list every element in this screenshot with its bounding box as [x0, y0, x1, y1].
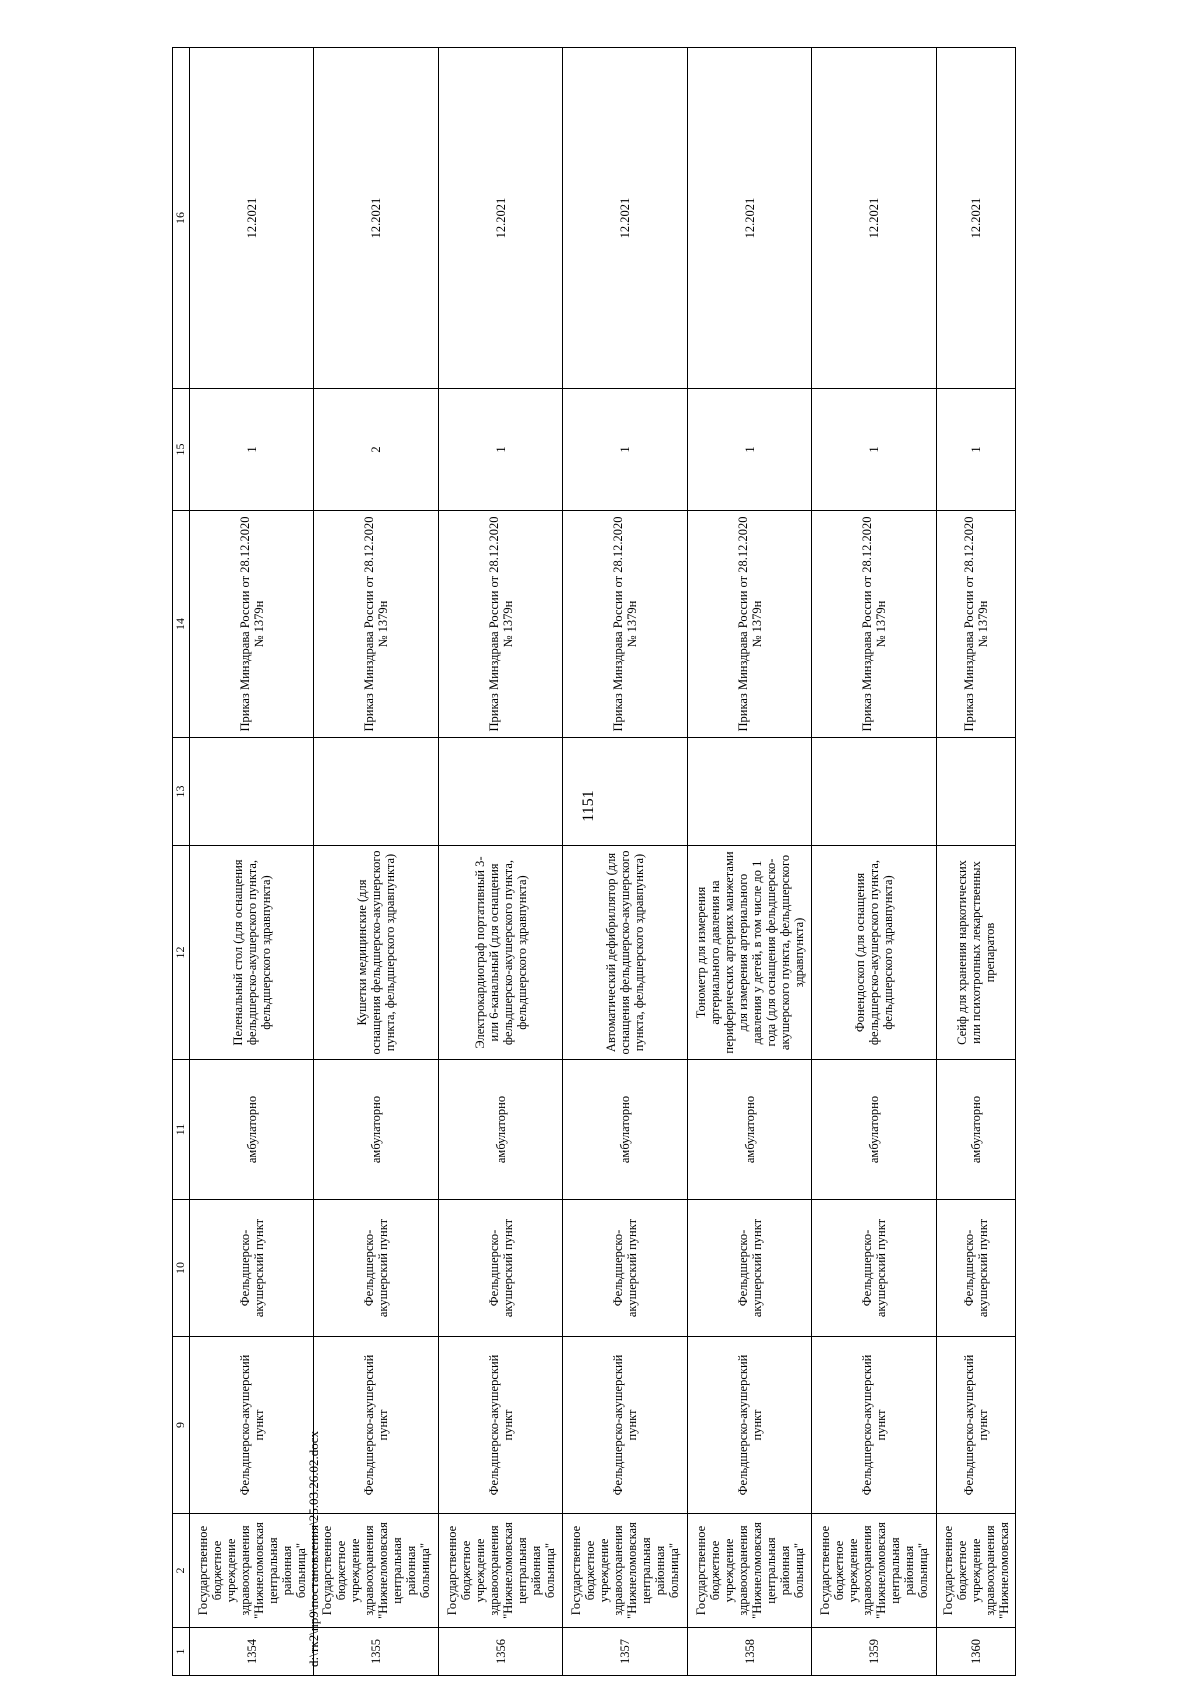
empty-cell [314, 738, 438, 846]
empty-cell [812, 738, 936, 846]
table-row [438, 48, 562, 1676]
header-cell: 2 [173, 1514, 190, 1628]
equipment-name-cell: Кушетки медицинские (для оснащения фельдшерско-акушерского пункта, фельдшерского здравпункта) [314, 846, 438, 1060]
row-number-cell: 1358 [687, 1628, 811, 1676]
table-row [314, 48, 438, 1676]
empty-cell [563, 738, 687, 846]
equipment-name-cell: Пеленальный стол (для оснащения фельдшерско-акушерского пункта, фельдшерского здравпункта) [190, 846, 314, 1060]
quantity-cell: 1 [563, 389, 687, 511]
institution-cell: Государственное бюджетное учреждение здравоохранения "Нижнеломовская центральная районная больница" [314, 1514, 438, 1628]
equipment-name-cell: Тонометр для измерения артериального давления на периферических артериях манжетами для измерения артериального давления у детей, в том числе до 1 года (для оснащения фельдшерско-акушерского пункта, фельдшерского здравпункта) [687, 846, 811, 1060]
unit-type-cell: Фельдшерско-акушерский пункт [314, 1200, 438, 1337]
table-row [936, 48, 1015, 1676]
subdivision-cell: Фельдшерско-акушерский пункт [812, 1337, 936, 1514]
header-cell: 9 [173, 1337, 190, 1514]
date-cell: 12.2021 [438, 48, 562, 389]
subdivision-cell: Фельдшерско-акушерский пункт [190, 1337, 314, 1514]
table-row [190, 48, 314, 1676]
institution-cell: Государственное бюджетное учреждение здравоохранения "Нижнеломовская центральная районная больница" [563, 1514, 687, 1628]
row-number-cell: 1355 [314, 1628, 438, 1676]
empty-cell [190, 738, 314, 846]
unit-type-cell: Фельдшерско-акушерский пункт [936, 1200, 1015, 1337]
institution-cell: Государственное бюджетное учреждение здравоохранения "Нижнеломовская центральная районная больница" [687, 1514, 811, 1628]
table-container [172, 48, 1016, 1676]
row-number-cell: 1354 [190, 1628, 314, 1676]
care-conditions-cell: амбулаторно [687, 1060, 811, 1200]
quantity-cell: 1 [936, 389, 1015, 511]
care-conditions-cell: амбулаторно [314, 1060, 438, 1200]
quantity-cell: 1 [190, 389, 314, 511]
order-reference-cell: Приказ Минздрава России от 28.12.2020 № 1379н [563, 511, 687, 738]
order-reference-cell: Приказ Минздрава России от 28.12.2020 № 1379н [936, 511, 1015, 738]
equipment-table [172, 47, 1016, 1676]
care-conditions-cell: амбулаторно [936, 1060, 1015, 1200]
unit-type-cell: Фельдшерско-акушерский пункт [438, 1200, 562, 1337]
empty-cell [687, 738, 811, 846]
row-number-cell: 1360 [936, 1628, 1015, 1676]
equipment-name-cell: Фонендоскоп (для оснащения фельдшерско-акушерского пункта, фельдшерского здравпункта) [812, 846, 936, 1060]
quantity-cell: 1 [438, 389, 562, 511]
unit-type-cell: Фельдшерско-акушерский пункт [190, 1200, 314, 1337]
file-path-footer: d:\тк2\пр9\постановления\25.03.26.02.docx [306, 1430, 321, 1668]
institution-cell: Государственное бюджетное учреждение здравоохранения "Нижнеломовская [936, 1514, 1015, 1628]
order-reference-cell: Приказ Минздрава России от 28.12.2020 № 1379н [687, 511, 811, 738]
empty-cell [438, 738, 562, 846]
unit-type-cell: Фельдшерско-акушерский пункт [687, 1200, 811, 1337]
order-reference-cell: Приказ Минздрава России от 28.12.2020 № 1379н [438, 511, 562, 738]
empty-cell [936, 738, 1015, 846]
header-cell: 14 [173, 511, 190, 738]
header-cell: 11 [173, 1060, 190, 1200]
header-cell: 13 [173, 738, 190, 846]
quantity-cell: 1 [812, 389, 936, 511]
header-cell: 12 [173, 846, 190, 1060]
order-reference-cell: Приказ Минздрава России от 28.12.2020 № 1379н [190, 511, 314, 738]
table-row [687, 48, 811, 1676]
table-row [563, 48, 687, 1676]
unit-type-cell: Фельдшерско-акушерский пункт [563, 1200, 687, 1337]
order-reference-cell: Приказ Минздрава России от 28.12.2020 № 1379н [314, 511, 438, 738]
care-conditions-cell: амбулаторно [438, 1060, 562, 1200]
subdivision-cell: Фельдшерско-акушерский пункт [314, 1337, 438, 1514]
date-cell: 12.2021 [687, 48, 811, 389]
date-cell: 12.2021 [314, 48, 438, 389]
row-number-cell: 1356 [438, 1628, 562, 1676]
quantity-cell: 1 [687, 389, 811, 511]
subdivision-cell: Фельдшерско-акушерский пункт [438, 1337, 562, 1514]
header-cell: 1 [173, 1628, 190, 1676]
equipment-name-cell: Электрокардиограф портативный 3- или 6-канальный (для оснащения фельдшерско-акушерского пункта, фельдшерского здравпункта) [438, 846, 562, 1060]
header-cell: 10 [173, 1200, 190, 1337]
subdivision-cell: Фельдшерско-акушерский пункт [563, 1337, 687, 1514]
care-conditions-cell: амбулаторно [563, 1060, 687, 1200]
row-number-cell: 1359 [812, 1628, 936, 1676]
date-cell: 12.2021 [936, 48, 1015, 389]
care-conditions-cell: амбулаторно [812, 1060, 936, 1200]
equipment-name-cell: Сейф для хранения наркотических или психотропных лекарственных препаратов [936, 846, 1015, 1060]
date-cell: 12.2021 [812, 48, 936, 389]
header-cell: 15 [173, 389, 190, 511]
order-reference-cell: Приказ Минздрава России от 28.12.2020 № 1379н [812, 511, 936, 738]
institution-cell: Государственное бюджетное учреждение здравоохранения "Нижнеломовская центральная районная больница" [812, 1514, 936, 1628]
equipment-name-cell: Автоматический дефибриллятор (для оснащения фельдшерско-акушерского пункта, фельдшерского здравпункта) [563, 846, 687, 1060]
row-number-cell: 1357 [563, 1628, 687, 1676]
header-row [173, 48, 190, 1676]
date-cell: 12.2021 [563, 48, 687, 389]
institution-cell: Государственное бюджетное учреждение здравоохранения "Нижнеломовская центральная районная больница" [438, 1514, 562, 1628]
subdivision-cell: Фельдшерско-акушерский пункт [936, 1337, 1015, 1514]
institution-cell: Государственное бюджетное учреждение здравоохранения "Нижнеломовская центральная районная больница" [190, 1514, 314, 1628]
unit-type-cell: Фельдшерско-акушерский пункт [812, 1200, 936, 1337]
care-conditions-cell: амбулаторно [190, 1060, 314, 1200]
page-number: 1151 [580, 790, 597, 822]
header-cell: 16 [173, 48, 190, 389]
table-row [812, 48, 936, 1676]
date-cell: 12.2021 [190, 48, 314, 389]
quantity-cell: 2 [314, 389, 438, 511]
subdivision-cell: Фельдшерско-акушерский пункт [687, 1337, 811, 1514]
